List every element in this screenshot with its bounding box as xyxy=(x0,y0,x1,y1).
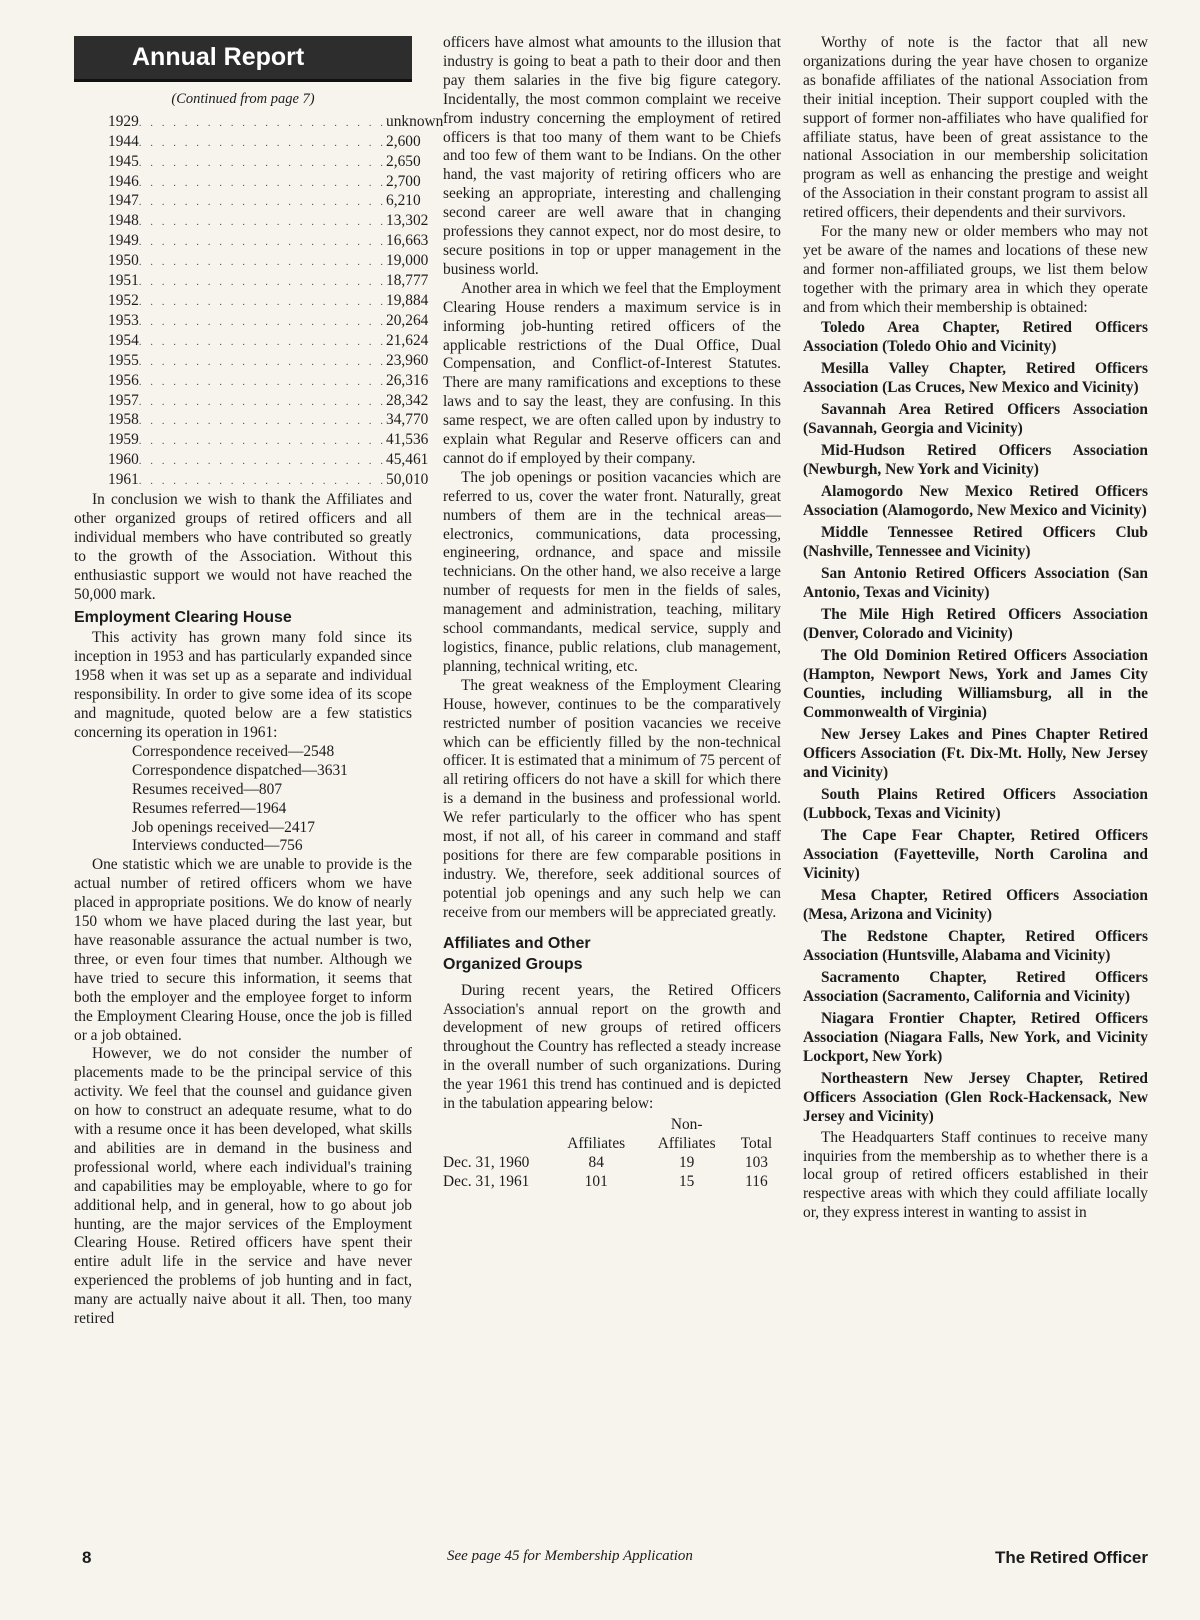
paragraph: officers have almost what amounts to the illusion that industry is going to beat a path to their door and then pay them salaries in the five big figure category. Incidentally, the most common complaint we receive from industry concerning the employment of retired officers is that too many of them want to be Chiefs and too few of them want to be Indians. On the other hand, the vast majority of retiring officers who are seeking an appropriate, interesting and challenging second career are well aware that in changing professions they cannot expect, nor do most desire, to secure positions in top or upper management in the business world. xyxy=(443,34,781,278)
table-header: Affiliates xyxy=(567,1134,626,1152)
chapter-entry: New Jersey Lakes and Pines Chapter Retired Officers Association (Ft. Dix-Mt. Holly, New Jersey and Vicinity) xyxy=(803,725,1148,781)
dot-leader: . . . . . . . . . . . . . . . . . . . . . . xyxy=(138,315,387,328)
chapter-entry: South Plains Retired Officers Association (Lubbock, Texas and Vicinity) xyxy=(803,785,1148,822)
list-item: Resumes referred—1964 xyxy=(132,799,287,817)
table-header: Total xyxy=(740,1134,773,1152)
member-count-cell: 2,700 xyxy=(386,172,421,190)
table-cell: 116 xyxy=(745,1172,768,1190)
dot-leader: . . . . . . . . . . . . . . . . . . . . . . xyxy=(138,236,387,249)
chapter-entry: Toledo Area Chapter, Retired Officers Association (Toledo Ohio and Vicinity) xyxy=(803,318,1148,355)
member-count-cell: 26,316 xyxy=(386,371,429,389)
table-row xyxy=(74,152,421,173)
dot-leader: . . . . . . . . . . . . . . . . . . . . . . xyxy=(138,435,387,448)
dot-leader: . . . . . . . . . . . . . . . . . . . . . . xyxy=(138,455,387,468)
chapter-list xyxy=(803,318,1148,1126)
year-cell: 1949 xyxy=(108,232,139,250)
year-cell: 1951 xyxy=(108,272,139,290)
paragraph: In conclusion we wish to thank the Affiliates and other organized groups of retired officers and all individual members who have contributed so greatly to the growth of the Association. Without this enthusiastic support we would not have reached the 50,000 mark. xyxy=(74,491,412,603)
paragraph: The great weakness of the Employment Clearing House, however, continues to be the comparatively restricted number of position vacancies we receive which can be efficiently filled by the non-technical officer. It is estimated that a minimum of 75 percent of all retiring officers do not have a skill for which there is a demand in the business and professional world. We refer particularly to the officer who has spent most, if not all, of his career in command and staff positions for there are few comparable positions in industry. We, therefore, seek additional sources of potential job openings and any such help we can receive from our members will be appreciated greatly. xyxy=(443,676,781,921)
paragraph: This activity has grown many fold since its inception in 1953 and has particularly expanded since 1958 when it was set up as a separate and individual responsibility. In order to give some idea of its scope and magnitude, quoted below are a few statistics concerning its operation in 1961: xyxy=(74,629,412,741)
dot-leader: . . . . . . . . . . . . . . . . . . . . . . xyxy=(138,475,387,488)
affiliates-table xyxy=(443,1116,781,1192)
paragraph: One statistic which we are unable to provide is the actual number of retired officers whom we have placed in appropriate positions. We do know of nearly 150 whom we have placed during the last year, but have reasonable assurance the actual number is two, three, or even four times that number. Although we have tried to secure this information, it seems that both the employer and the employee forget to inform the Employment Clearing House, once the job is filled or a job obtained. xyxy=(74,856,412,1044)
chapter-entry: The Redstone Chapter, Retired Officers Association (Huntsville, Alabama and Vicinity) xyxy=(803,927,1148,964)
table-cell: Dec. 31, 1961 xyxy=(443,1172,530,1190)
year-cell: 1946 xyxy=(108,172,139,190)
member-count-cell: 21,624 xyxy=(386,331,429,349)
year-cell: 1960 xyxy=(108,451,139,469)
year-cell: 1950 xyxy=(108,252,139,270)
year-cell: 1948 xyxy=(108,212,139,230)
chapter-entry: San Antonio Retired Officers Association (San Antonio, Texas and Vicinity) xyxy=(803,564,1148,601)
column-middle xyxy=(443,34,781,1192)
list-item: Correspondence dispatched—3631 xyxy=(132,761,348,779)
table-row xyxy=(74,172,421,193)
dot-leader: . . . . . . . . . . . . . . . . . . . . . . xyxy=(138,216,387,229)
member-count-cell: 18,777 xyxy=(386,272,429,290)
section-banner: Annual Report xyxy=(74,36,412,82)
dot-leader: . . . . . . . . . . . . . . . . . . . . . . xyxy=(138,256,387,269)
member-count-cell: 20,264 xyxy=(386,311,429,329)
list-item: Interviews conducted—756 xyxy=(132,837,303,855)
dot-leader: . . . . . . . . . . . . . . . . . . . . . . xyxy=(138,176,387,189)
paragraph: Another area in which we feel that the Employment Clearing House renders a maximum service is in informing job-hunting retired officers of the applicable restrictions of the Dual Office, Dual Compensation, and Conflict-of-Interest Statutes. There are many ramifications and exceptions to these laws and to say the least, they are confusing. In this same respect, we are often called upon by industry to explain what Regular and Reserve officers can and cannot do if employed by their company. xyxy=(443,279,781,467)
membership-table xyxy=(74,112,444,491)
ech-statistics-list xyxy=(74,743,412,856)
member-count-cell: 34,770 xyxy=(386,411,429,429)
chapter-entry: Northeastern New Jersey Chapter, Retired Officers Association (Glen Rock-Hackensack, New Jersey and Vicinity) xyxy=(803,1069,1148,1125)
member-count-cell: 23,960 xyxy=(386,351,429,369)
paragraph: The Headquarters Staff continues to receive many inquiries from the membership as to whether there is a local group of retired officers established in their respective areas with which they could affiliate locally or, they express interest in wanting to assist in xyxy=(803,1128,1148,1222)
table-cell: 15 xyxy=(678,1172,695,1190)
year-cell: 1961 xyxy=(108,471,139,489)
table-row xyxy=(74,411,429,431)
dot-leader: . . . . . . . . . . . . . . . . . . . . . . xyxy=(138,335,387,348)
chapter-entry: Mid-Hudson Retired Officers Association (Newburgh, New York and Vicinity) xyxy=(803,441,1148,478)
column-right xyxy=(803,34,1148,1223)
year-cell: 1944 xyxy=(108,132,139,150)
dot-leader: . . . . . . . . . . . . . . . . . . . . . . xyxy=(138,116,387,129)
table-row xyxy=(74,351,429,372)
chapter-entry: Savannah Area Retired Officers Association (Savannah, Georgia and Vicinity) xyxy=(803,400,1148,437)
table-header-non: Non- xyxy=(670,1115,703,1133)
table-row xyxy=(74,272,429,292)
table-row xyxy=(74,291,429,312)
heading-line: Affiliates and Other xyxy=(443,934,591,952)
column-left xyxy=(74,36,444,1329)
paragraph: The job openings or position vacancies which are referred to us, cover the water front. Naturally, great numbers of them are in the technical areas—electronics, communications, data processing, engineering, ordnance, and space and missile technicians. On the other hand, we also receive a large number of requests for men in the fields of sales, management and administration, teaching, military school commandants, medical service, supply and logistics, finance, public relations, club management, planning, technical writing, etc. xyxy=(443,468,781,675)
table-cell: 101 xyxy=(584,1172,608,1190)
chapter-entry: The Old Dominion Retired Officers Association (Hampton, Newport News, York and James City Counties, including Williamsburg, all in the Commonwealth of Virginia) xyxy=(803,646,1148,721)
table-row xyxy=(74,471,429,491)
table-row xyxy=(74,431,429,451)
member-count-cell: 2,650 xyxy=(386,152,421,170)
table-row xyxy=(74,112,444,133)
heading-line: Organized Groups xyxy=(443,955,583,973)
paragraph: Worthy of note is the factor that all new organizations during the year have chosen to organize as bonafide affiliates of the national Association from their initial inception. Their support coupled with the support of former non-affiliates who have qualified for affiliate status, have been of great assistance to the national Association in our membership solicitation program as well as enhancing the prestige and weight of the Association in their constant program to assist all retired officers, their dependents and their survivors. xyxy=(803,34,1148,222)
member-count-cell: 28,342 xyxy=(386,391,429,409)
table-row xyxy=(74,232,429,252)
paragraph: However, we do not consider the number of placements made to be the principal service of this activity. We feel that the counsel and guidance given on how to construct an adequate resume, what to do with a resume once it has been developed, what skills and abilities are in demand in the business and professional world, where each individual's training and capabilities may be employable, where to go for additional help, and in general, how to go about job hunting, are the major services of the Employment Clearing House. Retired officers have spent their entire adult life in the service and have never experienced the problems of job hunting and in fact, many are actually naive about it all. Then, too many retired xyxy=(74,1045,412,1328)
year-cell: 1956 xyxy=(108,371,139,389)
dot-leader: . . . . . . . . . . . . . . . . . . . . . . xyxy=(138,295,387,308)
continued-note: (Continued from page 7) xyxy=(171,90,315,107)
publication-title: The Retired Officer xyxy=(994,1548,1148,1567)
table-row xyxy=(74,311,429,332)
member-count-cell: 19,884 xyxy=(386,291,429,309)
table-row xyxy=(443,1173,781,1192)
year-cell: 1953 xyxy=(108,311,139,329)
year-cell: 1957 xyxy=(108,391,139,409)
member-count-cell: 19,000 xyxy=(386,252,429,270)
year-cell: 1954 xyxy=(108,331,139,349)
chapter-entry: Niagara Frontier Chapter, Retired Officers Association (Niagara Falls, New York, and Vicinity Lockport, New York) xyxy=(803,1009,1148,1065)
chapter-entry: The Cape Fear Chapter, Retired Officers Association (Fayetteville, North Carolina and Vicinity) xyxy=(803,826,1148,882)
dot-leader: . . . . . . . . . . . . . . . . . . . . . . xyxy=(138,156,387,169)
chapter-entry: Middle Tennessee Retired Officers Club (Nashville, Tennessee and Vicinity) xyxy=(803,523,1148,560)
chapter-entry: Sacramento Chapter, Retired Officers Association (Sacramento, California and Vicinity) xyxy=(803,968,1148,1005)
year-cell: 1955 xyxy=(108,351,139,369)
dot-leader: . . . . . . . . . . . . . . . . . . . . . . xyxy=(138,355,387,368)
member-count-cell: 6,210 xyxy=(386,192,421,210)
year-cell: 1945 xyxy=(108,152,139,170)
list-item: Resumes received—807 xyxy=(132,780,283,798)
table-row xyxy=(74,331,429,352)
dot-leader: . . . . . . . . . . . . . . . . . . . . . . xyxy=(138,136,387,149)
chapter-entry: Mesa Chapter, Retired Officers Association (Mesa, Arizona and Vicinity) xyxy=(803,886,1148,923)
member-count-cell: unknown xyxy=(386,112,444,130)
member-count-cell: 16,663 xyxy=(386,232,429,250)
table-row xyxy=(74,252,429,272)
paragraph: For the many new or older members who may not yet be aware of the names and locations of these new and former non-affiliated groups, we list them below together with the primary area in which they operate and from which their membership is obtained: xyxy=(803,223,1148,316)
member-count-cell: 2,600 xyxy=(386,132,421,150)
table-row xyxy=(74,132,421,153)
table-row xyxy=(74,371,429,392)
chapter-entry: The Mile High Retired Officers Association (Denver, Colorado and Vicinity) xyxy=(803,605,1148,642)
chapter-entry: Mesilla Valley Chapter, Retired Officers Association (Las Cruces, New Mexico and Vicinity) xyxy=(803,359,1148,396)
dot-leader: . . . . . . . . . . . . . . . . . . . . . . xyxy=(138,276,387,289)
table-row xyxy=(74,391,429,412)
paragraph: During recent years, the Retired Officers Association's annual report on the growth and development of new groups of retired officers throughout the Country has reflected a steady increase in the overall number of such organizations. During the year 1961 this trend has continued and is depicted in the tabulation appearing below: xyxy=(443,981,781,1113)
table-cell: 84 xyxy=(588,1153,604,1171)
table-cell: 19 xyxy=(678,1153,695,1171)
year-cell: 1952 xyxy=(108,291,139,309)
list-item: Job openings received—2417 xyxy=(132,818,315,836)
year-cell: 1929 xyxy=(108,112,139,130)
member-count-cell: 50,010 xyxy=(386,471,429,489)
dot-leader: . . . . . . . . . . . . . . . . . . . . . . xyxy=(138,395,387,408)
section-heading-ech: Employment Clearing House xyxy=(74,609,292,627)
table-header: Affiliates xyxy=(657,1134,716,1152)
table-row xyxy=(74,451,429,471)
table-row xyxy=(74,212,429,232)
year-cell: 1958 xyxy=(108,411,139,429)
chapter-entry: Alamogordo New Mexico Retired Officers Association (Alamogordo, New Mexico and Vicinity) xyxy=(803,482,1148,519)
dot-leader: . . . . . . . . . . . . . . . . . . . . . . xyxy=(138,375,387,388)
list-item: Correspondence received—2548 xyxy=(132,742,335,760)
member-count-cell: 41,536 xyxy=(386,431,429,449)
dot-leader: . . . . . . . . . . . . . . . . . . . . . . xyxy=(138,196,387,209)
table-row xyxy=(443,1154,781,1173)
table-cell: Dec. 31, 1960 xyxy=(443,1153,530,1171)
footer-membership-note: See page 45 for Membership Application xyxy=(447,1548,693,1564)
table-cell: 103 xyxy=(744,1153,768,1171)
section-heading-affiliates xyxy=(443,933,781,975)
member-count-cell: 45,461 xyxy=(386,451,429,469)
member-count-cell: 13,302 xyxy=(386,212,429,230)
table-row xyxy=(74,192,421,212)
year-cell: 1959 xyxy=(108,431,139,449)
page-number: 8 xyxy=(82,1548,92,1567)
dot-leader: . . . . . . . . . . . . . . . . . . . . . . xyxy=(138,415,387,428)
year-cell: 1947 xyxy=(108,192,139,210)
